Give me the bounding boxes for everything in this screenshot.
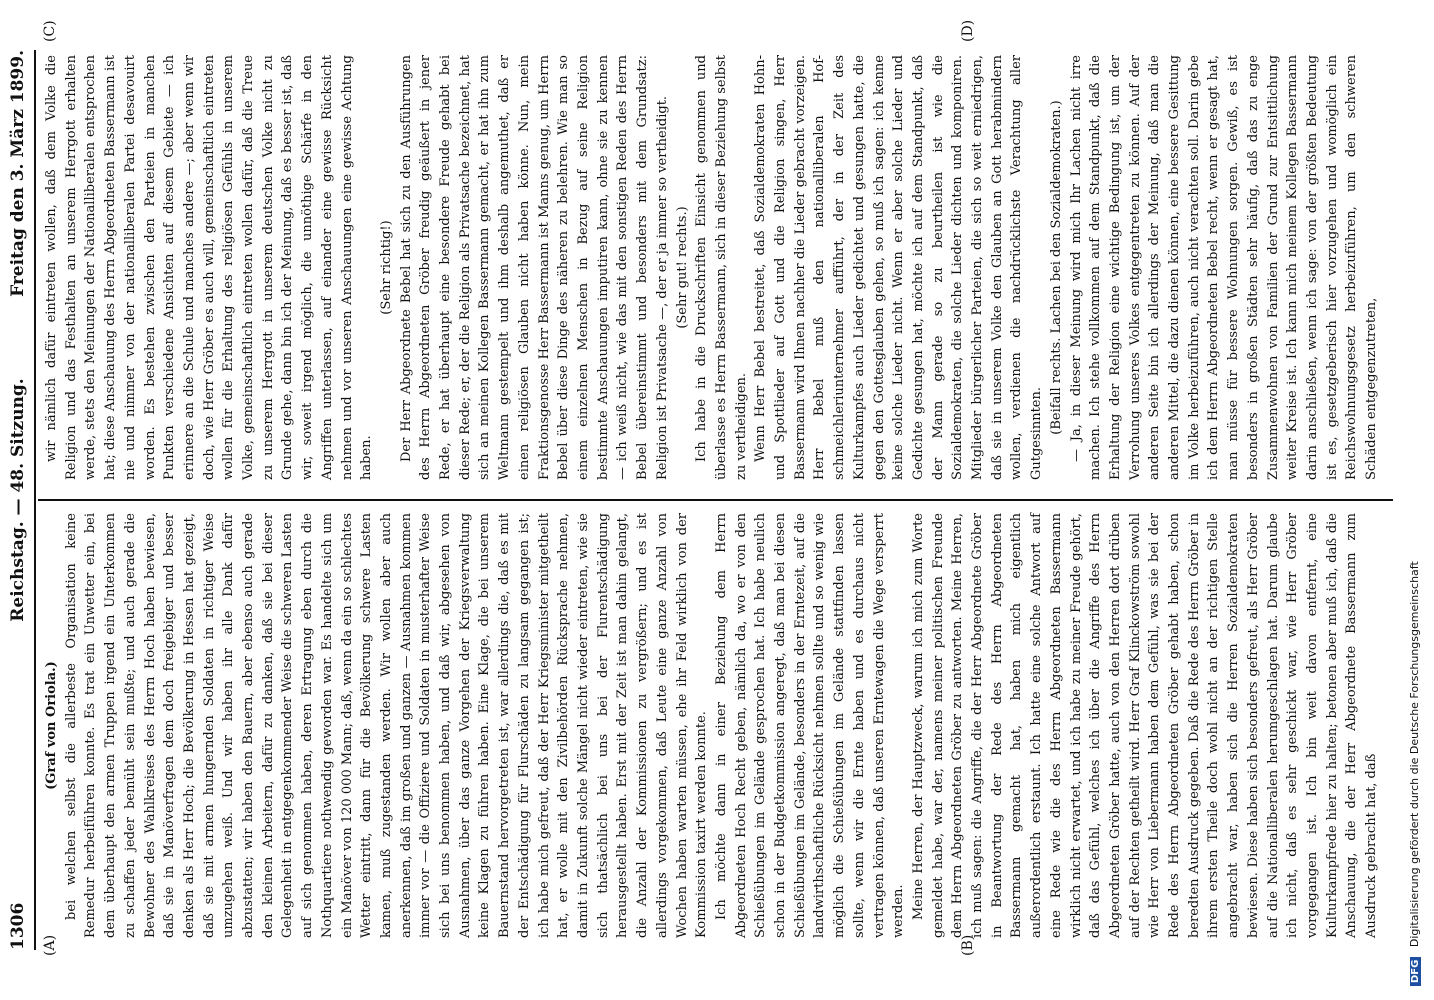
session-date: Freitag den 3. März 1899. — [8, 50, 28, 297]
paragraph: wir nämlich dafür eintreten wollen, daß dem Volke die Religion und das Festhalten an unserem Herrgott erhalten werde, stets den Meinungen der Nationalliberalen entsprochen hat; diese Anschauung des Herrn Abgeordneten Bassermann ist nie und nimmer von der nationalliberalen Partei desavouirt worden. Es bestehen zwischen den Parteien in manchen Punkten verschiedene Ansichten auf diesem Gebiete — ich erinnere an die Schule und manches andere —; aber wenn wir doch, wie Herr Gröber es auch will, gemeinschaftlich eintreten wollen für die Erhaltung des religiösen Gefühls in unserem Volke, gemeinschaftlich eintreten wollen dafür, daß die Treue zu unserem Herrgott in unserem deutschen Volke nicht zu Grunde gehe, dann bin ich der Meinung, daß es besser ist, daß wir, soweit irgend möglich, die unnöthige Schärfe in den Angriffen unterlassen, auf einander eine gewisse Rücksicht nehmen und vor unseren Anschauungen eine gewisse Achtung haben. — [44, 55, 375, 480]
paragraph: Ich habe in die Druckschriften Einsicht genommen und überlasse es Herrn Bassermann, sich in dieser Beziehung selbst zu vertheidigen. — [694, 55, 749, 480]
margin-marker-a: (A) — [42, 934, 58, 956]
funding-note: Digitalisierung gefördert durch die Deutsche Forschungsgemeinschaft — [1408, 561, 1421, 948]
page-header — [4, 50, 34, 950]
margin-marker-c: (C) — [42, 20, 58, 42]
interjection: (Sehr gut! rechts.) — [674, 206, 690, 329]
page-number: 1306 — [8, 902, 28, 950]
dfg-logo: DFG — [1410, 957, 1421, 986]
speaker-name: (Graf von Oriola.) — [44, 661, 59, 790]
paragraph: Der Herr Abgeordnete Bebel hat sich zu den Ausführungen des Herrn Abgeordneten Gröber freudig geäußert in jener Rede, er hat überhaupt eine besondere Freude gehabt bei dieser Rede; er, der die Religion als Privatsache bezeichnet, hat sich an meinen Kollegen Bassermann gemacht, er hat ihn zum Weltmann gestempelt und ihm deshalb angemuthet, daß er einen religiösen Glauben nicht haben könne. Nun, mein Fraktionsgenosse Herr Bassermann ist Manns genug, um Herrn Bebel über diese Dinge des näheren zu belehren. Wie man so einem einzelnen Menschen in Bezug auf seine Religion bestimmte Anschauungen imputiren kann, ohne sie zu kennen — ich weiß nicht, wie das mit den sonstigen Reden des Herrn Bebel übereinstimmt und besonders mit dem Grundsatz: Religion ist Privatsache —, der er ja immer so vertheidigt. — [398, 55, 670, 480]
left-column — [42, 513, 1382, 938]
margin-marker-b: (B) — [960, 934, 976, 956]
header-rule — [34, 50, 36, 950]
margin-marker-d: (D) — [960, 19, 976, 42]
paragraph: Wenn Herr Bebel bestreitet, daß Sozialdemokraten Hohn- und Spottlieder auf Gott und die Religion singen, Herr Bassermann wird Ihnen nachher die Lieder gebracht vorzeigen. Herr Bebel muß den nationalliberalen Hof- schmeichleriunternehmer aufführt, der in der Zeit des Kulturkampfes auch Lieder gedichtet und gesungen hatte, die gegen den Gottesglauben gehen, so muß ich sagen: ich kenne keine solche Lieder nicht. Wenn er aber solche Lieder und Gedichte gesungen hat, möchte ich auf dem Standpunkt, daß der Mann gerade so zu beurtheilen ist wie die Sozialdemokraten, die solche Lieder dichten und komponiren. Mitglieder bürgerlicher Parteien, die sich so weit erniedrigen, daß sie in unserem Volke den Glauben an Gott herabmindern wollen, verdienen die nachdrücklichste Verachtung aller Gutgesinnten. — [753, 55, 1045, 480]
paragraph: — Ja, in dieser Meinung wird mich Ihr Lachen nicht irre machen. Ich stehe vollkommen auf dem Standpunkt, daß die Erhaltung der Religion eine wichtige Bedingung ist, um der Verrohung unseres Volkes entgegentreten zu können. Auf der anderen Seite bin ich allerdings der Meinung, daß man die anderen Mittel, die dazu dienen können, eine bessere Gesittung im Volke herbeizuführen, auch nicht verachten soll. Darin gebe ich dem Herrn Abgeordneten Bebel recht, wenn er gesagt hat, man müsse für bessere Wohnungen sorgen. Gewiß, es ist besonders in großen Städten sehr häufig, daß das zu enge Zusammenwohnen von Familien der Grund zur Entsittlichung weiter Kreise ist. Ich kann mich meinem Kollegen Bassermann darin anschließen, wenn ich sage: von der größten Bedeutung ist es, gesetzgeberisch hier vorzugehen und womöglich ein Reichswohnungsgesetz herbeizuführen, um den schweren Schäden entgegenzutreten, — [1068, 55, 1380, 480]
column-divider — [38, 499, 1393, 501]
paragraph: bei welchen selbst die allerbeste Organisation keine Remedur herbeiführen konnte. Es trat ein Unwetter ein, bei dem überhaupt den armen Truppen irgend ein Unterkommen zu schaffen jeder bemüht sein mußte; und auch gerade die Bewohner des Wahlkreises des Herrn Hoch haben bewiesen, daß sie in Manöverfragen dem doch freigebiger und besser denken als Herr Hoch; die Bevölkerung in Hessen hat gezeigt, daß sie mit armen hungernden Soldaten in richtiger Weise umzugehen weiß. Und wir haben ihr alle Dank dafür abzustatten; wir haben den Bauern, aber ebenso auch gerade den kleinen Arbeitern, dafür zu danken, daß sie bei dieser Gelegenheit in entgegenkommender Weise die schweren Lasten auf sich genommen haben, deren Ertragung eben durch die Nothquartiere nothwendig geworden war. Es handelte sich um ein Manöver von 120 000 Mann; daß, wenn da ein so schlechtes Wetter eintritt, dann für die Bevölkerung schwere Lasten kamen, muß zugestanden werden. Wir wollen aber auch anerkennen, daß im großen und ganzen — Ausnahmen kommen immer vor — die Offiziere und Soldaten in musterhafter Weise sich bei uns benommen haben, und daß wir, abgesehen von Ausnahmen, über das ganze Vorgehen der Kriegsverwaltung keine Klagen zu führen haben. Eine Klage, die bei unserem Bauernstand hervorgetreten ist, war allerdings die, daß es mit der Entschädigung für Flurschäden zu langsam gegangen ist; ich habe mich gefreut, daß der Herr Kriegsminister mitgetheilt hat, er wolle mit den Zivilbehörden Rücksprache nehmen, damit in Zukunft solche Mängel nicht wieder eintreten, wie sie sich thatsächlich bei uns bei der Flurentschädigung herausgestellt haben. Erst mit der Zeit ist man dahin gelangt, die Anzahl der Kommissionen zu vergrößern; und es ist allerdings vorgekommen, daß Leute eine ganze Anzahl von Wochen haben warten müssen, ehe ihr Feld wirklich von der Kommission taxirt werden konnte. — [63, 513, 710, 938]
paragraph: Ich möchte dann in einer Beziehung dem Herrn Abgeordneten Hoch Recht geben, nämlich da, wo er von den Schießübungen im Gelände gesprochen hat. Ich habe neulich schon in der Budgetkommission angeregt, daß man bei diesen Schießübungen im Gelände, besonders in der Erntezeit, auf die landwirthschaftliche Rücksicht nehmen sollte und so wenig wie möglich die Schießübungen im Gelände stattfinden lassen sollte, wenn wir die Ernte haben und es durchaus nicht vertragen können, daß unseren Erntewagen die Wege versperrt werden. — [713, 513, 907, 938]
session-title: Reichstag. — 48. Sitzung. — [8, 378, 28, 622]
digitization-note — [1408, 46, 1421, 986]
paragraph: Meine Herren, der Hauptzweck, warum ich mich zum Worte gemeldet habe, war der, namens meiner politischen Freunde dem Herrn Abgeordneten Gröber zu antworten. Meine Herren, ich muß sagen: die Angriffe, die der Herr Abgeordnete Gröber in Beantwortung der Rede des Herrn Abgeordneten Bassermann gemacht hat, haben mich eigentlich außerordentlich erstaunt. Ich hatte eine solche Antwort auf eine Rede wie die des Herrn Abgeordneten Bassermann wirklich nicht erwartet, und ich habe zu meiner Freude gehört, daß das Gefühl, welches ich über die Angriffe des Herrn Abgeordneten Gröber hatte, auch von den Herren dort drüben auf der Rechten getheilt wird. Herr Graf Klinckowström sowohl wie Herr von Liebermann haben dem Gefühl, was sie bei der Rede des Herrn Abgeordneten Gröber gehabt haben, schon beredten Ausdruck gegeben. Daß die Rede des Herrn Gröber in ihrem ersten Theile doch wohl nicht an der richtigen Stelle angebracht war, haben sich die Herren Sozialdemokraten bewiesen. Diese haben sich besonders gefreut, als Herr Gröber auf die Nationalliberalen herumgeschlagen hat. Darum glaube ich nicht, daß es sehr geschickt war, wie Herr Gröber vorgegangen ist. Ich bin weit davon entfernt, eine Kulturkampfrede hier zu halten; betonen aber muß ich, daß die Anschauung, die der Herr Abgeordnete Bassermann zum Ausdruck gebracht hat, daß — [910, 513, 1380, 938]
interjection: (Beifall rechts. Lachen bei den Sozialdemokraten.) — [1048, 100, 1064, 435]
interjection: (Sehr richtig!) — [378, 220, 394, 315]
right-column — [42, 55, 1382, 480]
